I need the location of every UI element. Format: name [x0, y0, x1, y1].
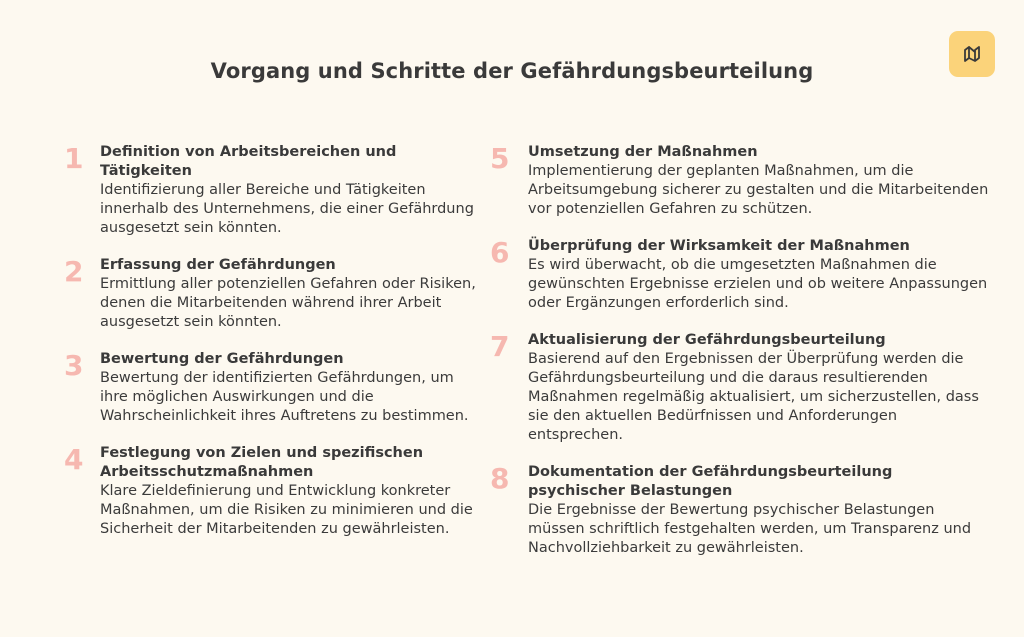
- step-8: [490, 463, 990, 558]
- step-title: Überprüfung der Wirksamkeit der Maßnahmen: [528, 238, 910, 254]
- step-3: [64, 350, 484, 426]
- step-number: 5: [490, 142, 510, 175]
- step-description: Die Ergebnisse der Bewertung psychischer Belastungen müssen schriftlich festgehalten werden, um Transparenz und Nachvollziehbarkeit zu gewährleisten.: [528, 502, 972, 556]
- step-description: Bewertung der identifizierten Gefährdungen, um ihre möglichen Auswirkungen und die Wahrscheinlichkeit ihres Auftretens zu bestimmen.: [100, 370, 469, 424]
- step-description: Klare Zieldefinierung und Entwicklung konkreter Maßnahmen, um die Risiken zu minimieren und die Sicherheit der Mitarbeitenden zu gewährleisten.: [100, 483, 473, 537]
- step-number: 8: [490, 462, 510, 495]
- step-number: 4: [64, 443, 84, 476]
- step-1: [64, 143, 484, 238]
- step-description: Es wird überwacht, ob die umgesetzten Maßnahmen die gewünschten Ergebnisse erzielen und ob weitere Anpassungen oder Ergänzungen erforderlich sind.: [528, 257, 988, 311]
- step-title: Definition von Arbeitsbereichen und Tätigkeiten: [100, 144, 397, 179]
- step-4: [64, 444, 484, 539]
- step-2: [64, 256, 484, 332]
- steps-column-right: [490, 143, 990, 576]
- step-title: Umsetzung der Maßnahmen: [528, 144, 758, 160]
- step-title: Festlegung von Zielen und spezifischen Arbeitsschutzmaßnahmen: [100, 445, 424, 480]
- step-description: Ermittlung aller potenziellen Gefahren oder Risiken, denen die Mitarbeitenden während ihrer Arbeit ausgesetzt sein könnten.: [100, 276, 476, 330]
- step-title: Bewertung der Gefährdungen: [100, 351, 344, 367]
- steps-column-left: [64, 143, 484, 557]
- step-7: [490, 331, 990, 445]
- step-title: Aktualisierung der Gefährdungsbeurteilung: [528, 332, 886, 348]
- step-number: 2: [64, 255, 84, 288]
- step-number: 7: [490, 330, 510, 363]
- logo-icon: [960, 42, 984, 66]
- step-6: [490, 237, 990, 313]
- step-description: Implementierung der geplanten Maßnahmen, um die Arbeitsumgebung sicherer zu gestalten und die Mitarbeitenden vor potenziellen Gefahren zu schützen.: [528, 163, 989, 217]
- step-title: Dokumentation der Gefährdungsbeurteilung psychischer Belastungen: [528, 464, 893, 499]
- step-number: 3: [64, 349, 84, 382]
- step-5: [490, 143, 990, 219]
- page-title: Vorgang und Schritte der Gefährdungsbeurteilung: [210, 59, 814, 83]
- step-number: 1: [64, 142, 84, 175]
- logo[interactable]: [949, 31, 995, 77]
- step-description: Identifizierung aller Bereiche und Tätigkeiten innerhalb des Unternehmens, die einer Gefährdung ausgesetzt sein könnten.: [100, 182, 474, 236]
- step-description: Basierend auf den Ergebnissen der Überprüfung werden die Gefährdungsbeurteilung und die daraus resultierenden Maßnahmen regelmäßig aktualisiert, um sicherzustellen, dass sie den aktuellen Bedürfnissen und Anforderungen entsprechen.: [528, 351, 979, 443]
- step-number: 6: [490, 236, 510, 269]
- step-title: Erfassung der Gefährdungen: [100, 257, 336, 273]
